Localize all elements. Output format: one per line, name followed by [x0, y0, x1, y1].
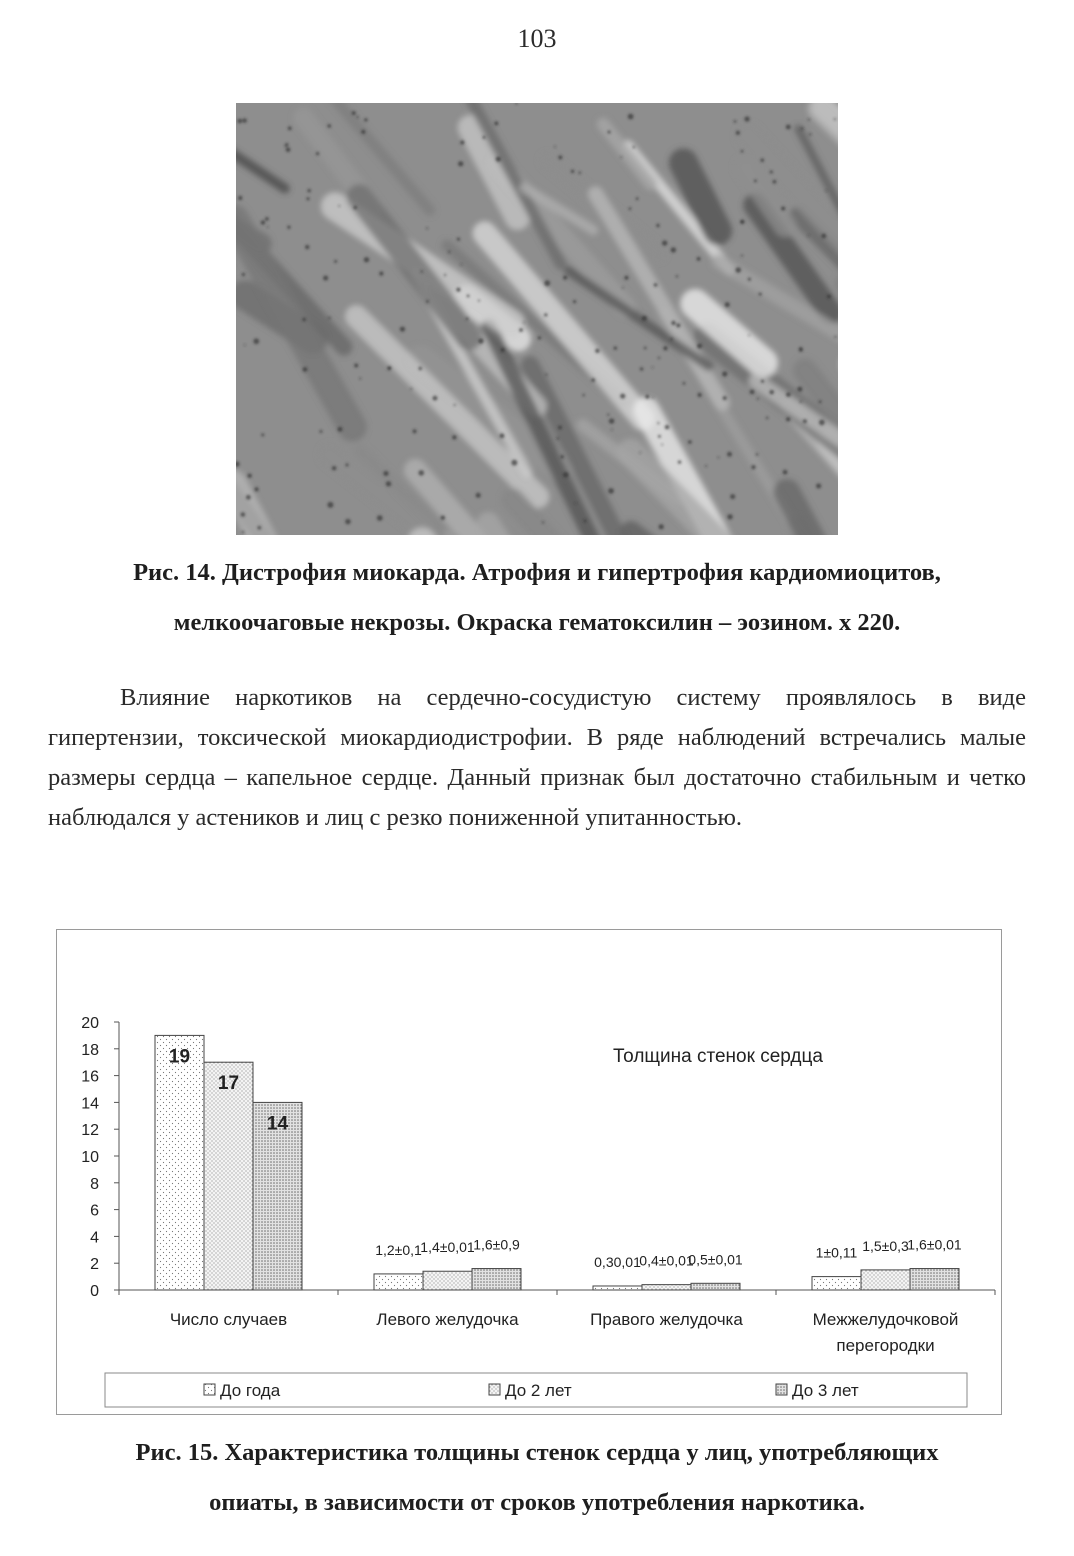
bar: [642, 1285, 691, 1290]
data-label: 0,30,01: [594, 1253, 641, 1270]
legend-swatch: [489, 1384, 500, 1395]
data-label: 17: [217, 1073, 240, 1095]
data-label: 1,2±0,1: [375, 1241, 422, 1258]
data-label: 0,5±0,01: [688, 1251, 743, 1268]
body-paragraph: Влияние наркотиков на сердечно-сосудистую систему проявлялось в виде гипертензии, токсической миокардиодистрофии. В ряде наблюдений встречались малые размеры сердца – капельное сердце. Данный признак был достаточно стабильным и четко наблюдался у астеников и лиц с резко пониженной упитанностью.: [48, 684, 1026, 831]
bar: [374, 1274, 423, 1290]
figure-15-caption: [40, 1428, 1034, 1528]
data-label: 1,6±0,01: [907, 1236, 962, 1253]
y-tick-label: 8: [90, 1175, 99, 1193]
legend-label: До 2 лет: [505, 1381, 572, 1400]
caption-line: мелкоочаговые некрозы. Окраска гематоксилин – эозином. х 220.: [173, 609, 901, 636]
category-label: Межжелудочковой: [812, 1310, 959, 1329]
page-number: 103: [517, 24, 557, 53]
data-label: 1,5±0,3: [862, 1237, 909, 1254]
legend-swatch: [776, 1384, 787, 1395]
legend-label: До года: [220, 1381, 281, 1400]
data-label: 1,6±0,9: [473, 1236, 520, 1253]
bar: [204, 1062, 253, 1290]
micrograph-image: [236, 103, 838, 535]
y-tick-label: 4: [90, 1229, 99, 1247]
y-tick-label: 0: [90, 1283, 99, 1300]
data-label: 1,4±0,01: [420, 1239, 475, 1256]
category-label: перегородки: [836, 1336, 935, 1355]
caption-line: Рис. 15. Характеристика толщины стенок сердца у лиц, употребляющих: [135, 1439, 939, 1466]
caption-line: опиаты, в зависимости от сроков употребления наркотика.: [209, 1489, 865, 1516]
category-label: Число случаев: [169, 1310, 288, 1329]
data-label: 1±0,11: [815, 1244, 858, 1261]
legend-swatch: [204, 1384, 215, 1395]
category-label: Правого желудочка: [590, 1310, 743, 1329]
chart-title: Толщина стенок сердца: [613, 1046, 823, 1067]
y-tick-label: 16: [81, 1068, 99, 1086]
figure-14-caption: [40, 548, 1034, 648]
y-tick-label: 6: [90, 1202, 99, 1220]
data-label: 0,4±0,01: [639, 1252, 694, 1269]
y-tick-label: 18: [81, 1041, 99, 1059]
y-tick-label: 14: [81, 1095, 99, 1113]
chart-canvas: [57, 930, 1001, 1414]
bar: [910, 1269, 959, 1290]
category-label: Левого желудочка: [376, 1310, 519, 1329]
bar: [691, 1283, 740, 1290]
bar: [155, 1035, 204, 1290]
bar: [861, 1270, 910, 1290]
y-tick-label: 20: [81, 1015, 99, 1032]
y-tick-label: 10: [81, 1149, 99, 1166]
bar: [423, 1271, 472, 1290]
bar: [593, 1286, 642, 1290]
legend-label: До 3 лет: [792, 1381, 859, 1400]
data-label: 19: [168, 1046, 191, 1068]
y-tick-label: 12: [81, 1122, 99, 1140]
y-tick-label: 2: [90, 1256, 99, 1274]
data-label: 14: [266, 1113, 289, 1135]
bar-chart: [56, 929, 1002, 1415]
bar: [812, 1277, 861, 1290]
caption-line: Рис. 14. Дистрофия миокарда. Атрофия и гипертрофия кардиомиоцитов,: [133, 559, 941, 586]
bar: [472, 1269, 521, 1290]
